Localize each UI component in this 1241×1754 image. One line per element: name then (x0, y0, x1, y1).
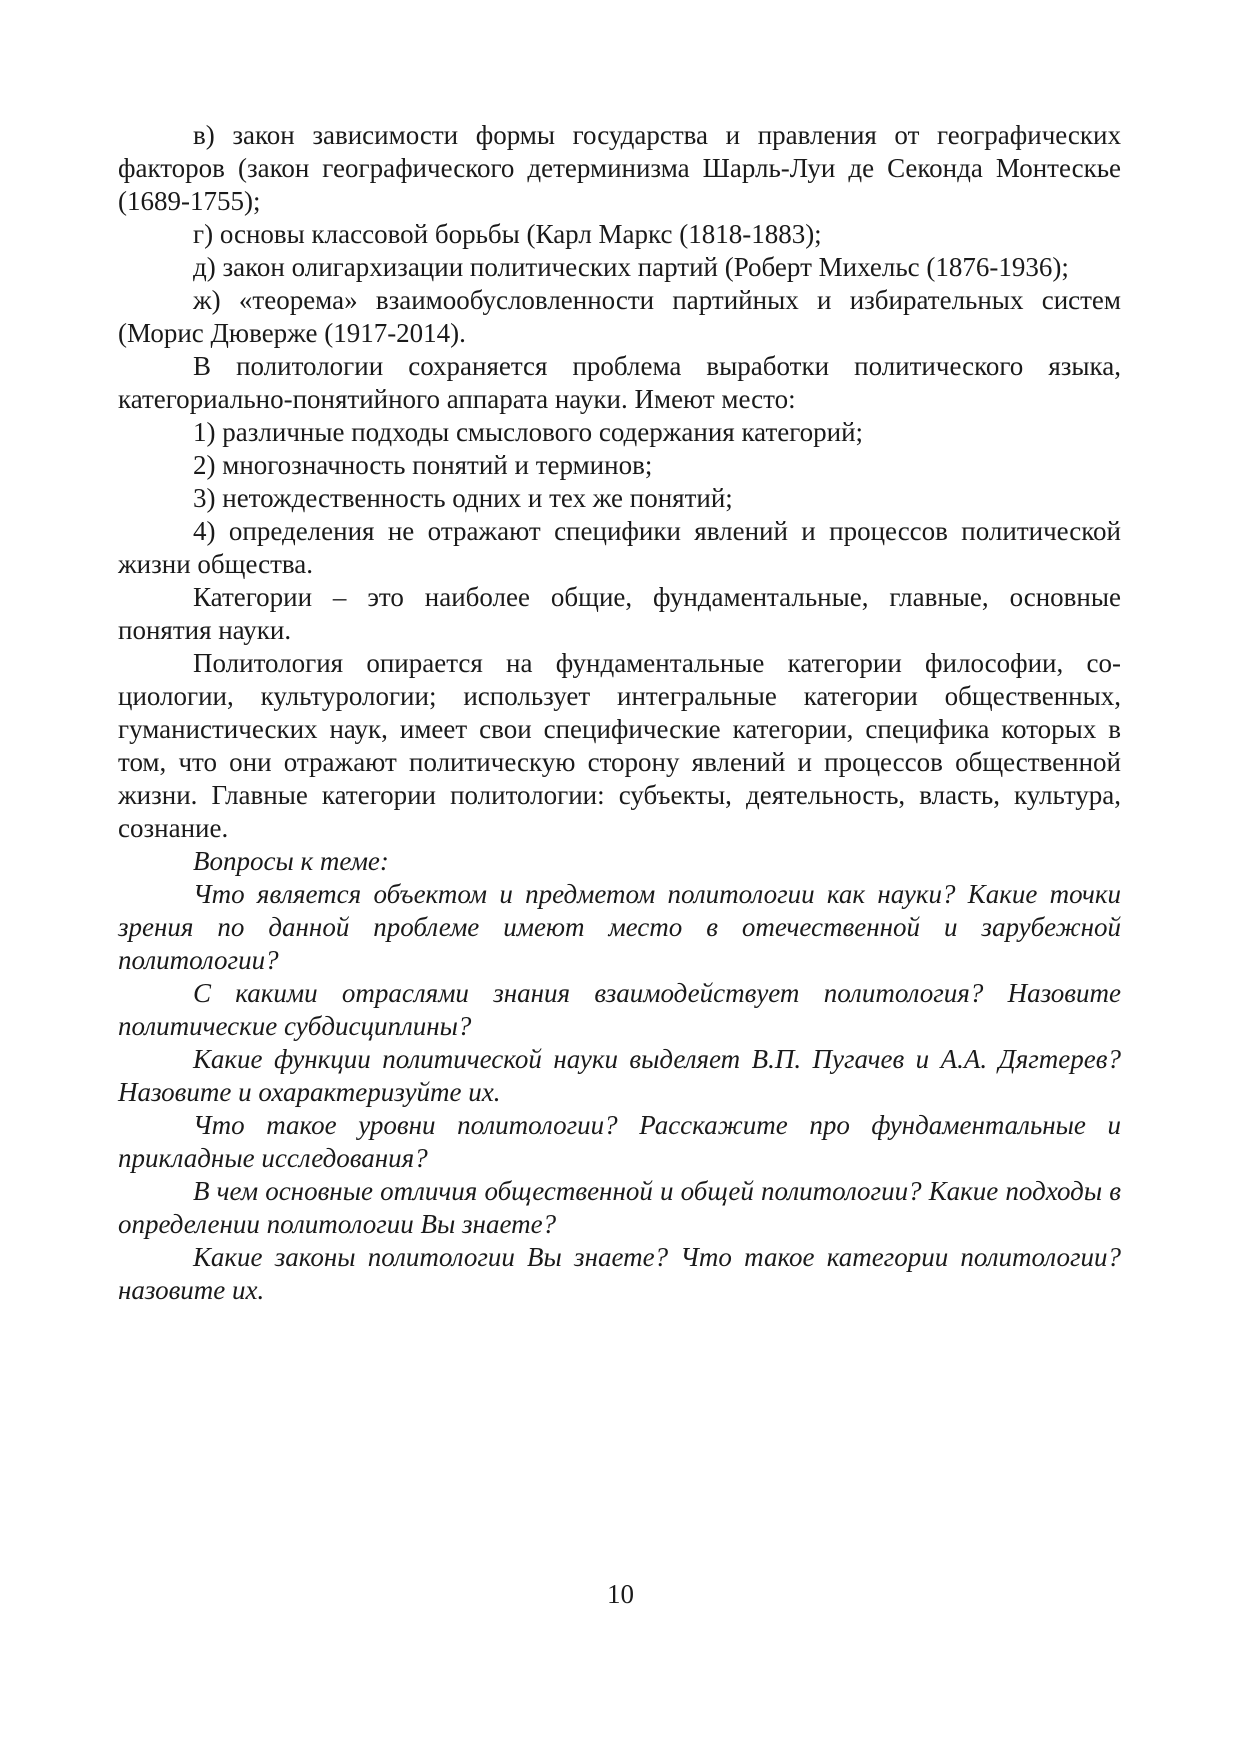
paragraph-oligarchy-law: д) закон олигархизации политических партий (Роберт Михельс (1876-1936); (193, 252, 1069, 282)
question-item: Что такое уровни политологии? Расскажите про фундаментальные и прикладные исследования? (118, 1110, 1121, 1173)
question-item: В чем основные отличия общественной и общей политологии? Какие подходы в определении политологии Вы знаете? (118, 1176, 1121, 1239)
list-item-4: 4) определения не отражают специфики явлений и процессов политической жизни общества. (118, 516, 1121, 579)
question-item: С какими отраслями знания взаимодействует политология? Назовите политические субдисциплины? (118, 978, 1121, 1041)
paragraph-categories-definition: Категории – это наиболее общие, фундаментальные, главные, основные понятия науки. (118, 582, 1121, 645)
questions-heading: Вопросы к теме: (193, 846, 389, 876)
question-item: Какие законы политологии Вы знаете? Что такое категории политологии? назовите их. (118, 1242, 1121, 1305)
question-item: Какие функции политической науки выделяет В.П. Пугачев и А.А. Дягтерев? Назовите и охарактеризуйте их. (118, 1044, 1121, 1107)
paragraph-political-science-categories: Политология опирается на фундаментальные категории философии, социологии, культурологии; использует интегральные категории общественных, гуманистических наук, имеет свои специфические категории, специфика которых в том, что они отражают политическую сторону явлений и процессов общественной жизни. Главные категории политологии: субъекты, деятельность, власть, культура, сознание. (118, 648, 1121, 843)
list-item-1: 1) различные подходы смыслового содержания категорий; (193, 417, 864, 447)
paragraph-law-geographic: в) закон зависимости формы государства и правления от географических факторов (закон географического детерминизма Шарль-Луи де Секонда Монтескье (1689-1755); (118, 120, 1121, 216)
paragraph-duverger-theorem: ж) «теорема» взаимообусловленности партийных и избирательных систем (Морис Дюверже (1917-2014). (118, 285, 1121, 348)
question-item: Что является объектом и предметом политологии как науки? Какие точки зрения по данной проблеме имеют место в отечественной и зарубежной политологии? (118, 879, 1121, 975)
page-number: 10 (607, 1579, 634, 1609)
list-item-2: 2) многозначность понятий и терминов; (193, 450, 653, 480)
paragraph-political-language: В политологии сохраняется проблема выработки политического языка, категориально-понятийного аппарата науки. Имеют место: (118, 351, 1121, 414)
paragraph-class-struggle: г) основы классовой борьбы (Карл Маркс (1818-1883); (193, 219, 822, 249)
page-content (118, 119, 1121, 1307)
list-item-3: 3) нетождественность одних и тех же понятий; (193, 483, 733, 513)
